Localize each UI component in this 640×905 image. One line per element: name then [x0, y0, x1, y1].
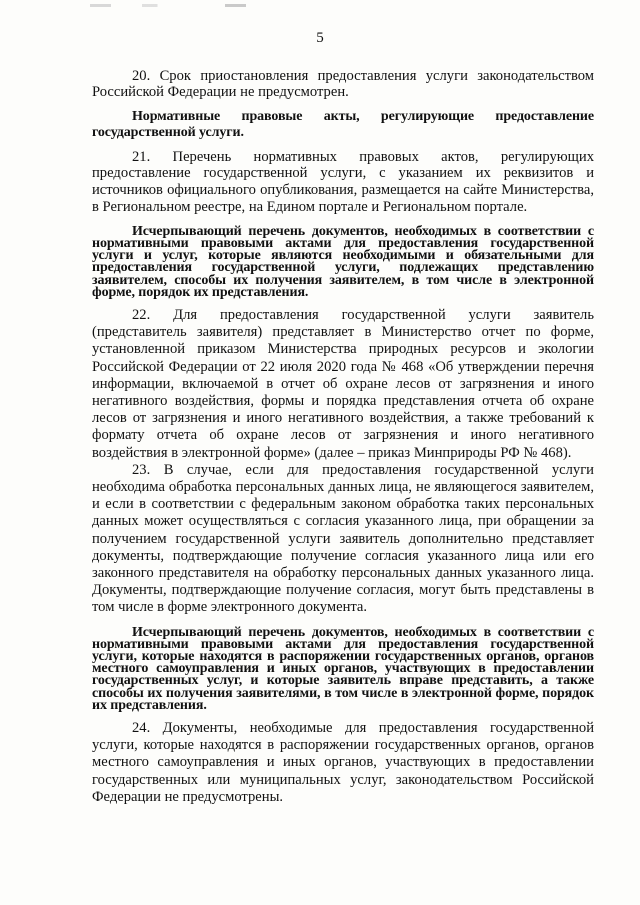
paragraph-21: 21. Перечень нормативных правовых актов, регулирующих предоставление государственной услуги, с указанием их реквизитов и источников официального опубликования, размещается на сайте Министерства, в Региональном реестре, на Едином портале и Региональном портале. — [92, 148, 594, 215]
document-body — [92, 68, 594, 806]
heading-documents-from-agencies: Исчерпывающий перечень документов, необходимых в соответствии с нормативными правовыми актами для предоставления государственной услуги, которые находятся в распоряжении государственных органов, органов местного самоуправления и иных органов, участвующих в предоставлении государственных услуг, и которые заявитель вправе представить, а также способы их получения заявителями, в том числе в электронной форме, порядок их представления. — [92, 624, 594, 713]
heading-normative-acts: Нормативные правовые акты, регулирующие предоставление государственной услуги. — [92, 108, 594, 140]
heading-documents-from-applicant: Исчерпывающий перечень документов, необходимых в соответствии с нормативными правовыми актами для предоставления государственной услуги и услуг, которые являются необходимыми и обязательными для предоставления государственной услуги, подлежащих представлению заявителем, способы их получения заявителем, в том числе в электронной форме, порядок их представления. — [92, 223, 594, 300]
scan-artifact — [90, 4, 350, 7]
paragraph-20: 20. Срок приостановления предоставления услуги законодательством Российской Федерации не предусмотрен. — [92, 68, 594, 101]
paragraph-24: 24. Документы, необходимые для предоставления государственной услуги, которые находятся в распоряжении государственных органов, органов местного самоуправления и иных органов, участвующих в предоставлении государственных или муниципальных услуг, законодательством Российской Федерации не предусмотрены. — [92, 720, 594, 805]
paragraph-23: 23. В случае, если для предоставления государственной услуги необходима обработка персональных данных лица, не являющегося заявителем, и если в соответствии с федеральным законом обработка таких персональных данных может осуществляться с согласия указанного лица, при обращении за получением государственной услуги заявитель дополнительно представляет документы, подтверждающие получение согласия указанного лица или его законного представителя на обработку персональных данных указанного лица. Документы, подтверждающие получение согласия, могут быть представлены в том числе в форме электронного документа. — [92, 461, 594, 616]
paragraph-22: 22. Для предоставления государственной услуги заявитель (представитель заявителя) представляет в Министерство отчет по форме, установленной приказом Министерства природных ресурсов и экологии Российской Федерации от 22 июля 2020 года № 468 «Об утверждении перечня информации, включаемой в отчет об охране лесов от загрязнения и иного негативного воздействия, формы и порядка представления отчета об охране лесов от загрязнения и иного негативного воздействия, а также требований к формату отчета об охране лесов от загрязнения и иного негативного воздействия в электронной форме» (далее – приказ Минприроды РФ № 468). — [92, 307, 594, 461]
page-number: 5 — [316, 30, 324, 46]
